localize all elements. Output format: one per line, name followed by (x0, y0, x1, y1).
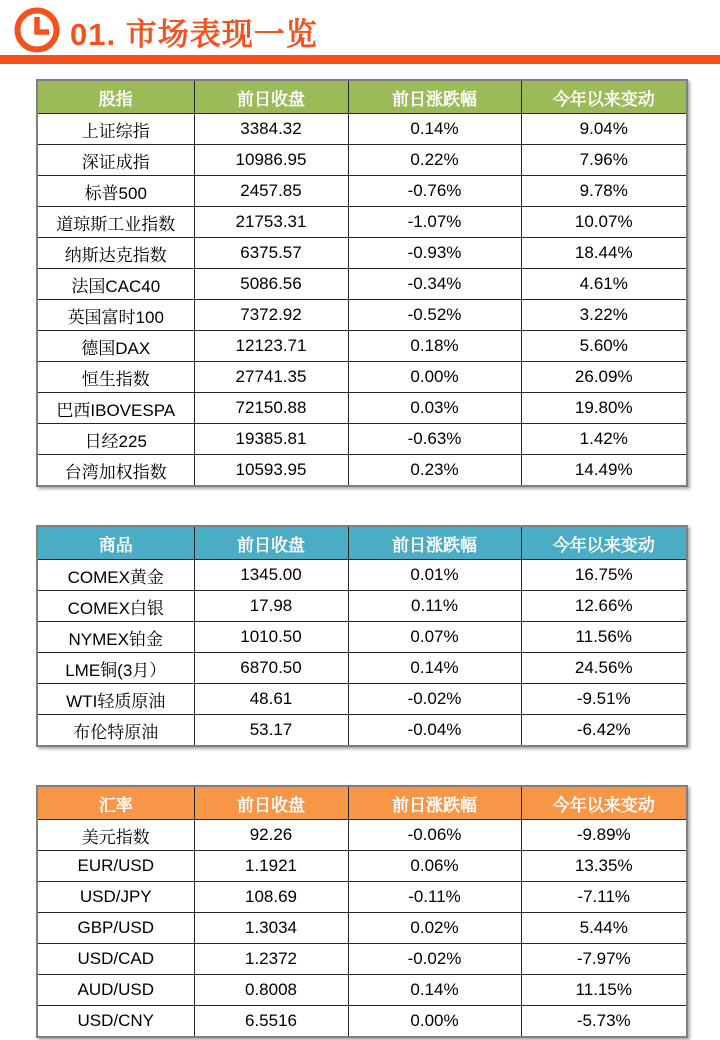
header-row (37, 526, 687, 560)
page-title: 01. 市场表现一览 (70, 17, 318, 52)
row-label: USD/JPY (37, 882, 194, 913)
prev-close-value: 92.26 (194, 820, 348, 851)
prev-close-value: 12123.71 (194, 331, 348, 362)
ytd-change-value: 4.61% (521, 269, 687, 300)
ytd-change-value: 5.44% (521, 913, 687, 944)
ytd-change-value: 26.09% (521, 362, 687, 393)
prev-close-value: 1.2372 (194, 944, 348, 975)
prev-close-value: 10593.95 (194, 455, 348, 487)
row-label: 德国DAX (37, 331, 194, 362)
row-label: NYMEX铂金 (37, 622, 194, 653)
ytd-change-value: 9.78% (521, 176, 687, 207)
daily-change-value: -0.11% (348, 882, 521, 913)
prev-close-value: 1.3034 (194, 913, 348, 944)
prev-close-value: 6375.57 (194, 238, 348, 269)
commodities-table-body (37, 560, 687, 747)
commodities-table (36, 525, 688, 747)
table-row (37, 145, 687, 176)
row-label: 台湾加权指数 (37, 455, 194, 487)
row-label: 日经225 (37, 424, 194, 455)
daily-change-value: 0.01% (348, 560, 521, 591)
daily-change-value: 0.14% (348, 114, 521, 145)
column-header-category: 股指 (37, 80, 194, 114)
tables-container (0, 79, 720, 1038)
daily-change-value: -0.52% (348, 300, 521, 331)
prev-close-value: 53.17 (194, 715, 348, 747)
row-label: GBP/USD (37, 913, 194, 944)
ytd-change-value: 3.22% (521, 300, 687, 331)
prev-close-value: 17.98 (194, 591, 348, 622)
table-row (37, 269, 687, 300)
daily-change-value: 0.22% (348, 145, 521, 176)
prev-close-value: 21753.31 (194, 207, 348, 238)
title-underline-bar (0, 55, 720, 64)
column-header-prev-close: 前日收盘 (194, 786, 348, 820)
prev-close-value: 6870.50 (194, 653, 348, 684)
table-row (37, 851, 687, 882)
table-row (37, 944, 687, 975)
column-header-prev-close: 前日收盘 (194, 80, 348, 114)
row-label: 上证综指 (37, 114, 194, 145)
prev-close-value: 1010.50 (194, 622, 348, 653)
table-row (37, 653, 687, 684)
column-header-daily-change: 前日涨跌幅 (348, 526, 521, 560)
column-header-category: 商品 (37, 526, 194, 560)
table-row (37, 591, 687, 622)
daily-change-value: -0.63% (348, 424, 521, 455)
daily-change-value: 0.14% (348, 653, 521, 684)
ytd-change-value: 13.35% (521, 851, 687, 882)
ytd-change-value: 24.56% (521, 653, 687, 684)
stock-indices-table-header (37, 80, 687, 114)
ytd-change-value: -9.51% (521, 684, 687, 715)
table-row (37, 715, 687, 747)
daily-change-value: 0.11% (348, 591, 521, 622)
prev-close-value: 3384.32 (194, 114, 348, 145)
table-row (37, 455, 687, 487)
table-row (37, 820, 687, 851)
row-label: 标普500 (37, 176, 194, 207)
daily-change-value: 0.02% (348, 913, 521, 944)
daily-change-value: 0.14% (348, 975, 521, 1006)
daily-change-value: 0.00% (348, 362, 521, 393)
daily-change-value: 0.07% (348, 622, 521, 653)
ytd-change-value: 16.75% (521, 560, 687, 591)
column-header-prev-close: 前日收盘 (194, 526, 348, 560)
table-row (37, 300, 687, 331)
row-label: 深证成指 (37, 145, 194, 176)
prev-close-value: 72150.88 (194, 393, 348, 424)
daily-change-value: -0.06% (348, 820, 521, 851)
table-row (37, 684, 687, 715)
daily-change-value: -1.07% (348, 207, 521, 238)
ytd-change-value: -5.73% (521, 1006, 687, 1038)
fx-rates-table-body (37, 820, 687, 1038)
prev-close-value: 1.1921 (194, 851, 348, 882)
clock-icon (13, 6, 61, 54)
table-row (37, 393, 687, 424)
column-header-ytd-change: 今年以来变动 (521, 80, 687, 114)
header-row (37, 786, 687, 820)
row-label: 道琼斯工业指数 (37, 207, 194, 238)
row-label: AUD/USD (37, 975, 194, 1006)
prev-close-value: 5086.56 (194, 269, 348, 300)
daily-change-value: 0.18% (348, 331, 521, 362)
prev-close-value: 48.61 (194, 684, 348, 715)
ytd-change-value: 11.15% (521, 975, 687, 1006)
ytd-change-value: -9.89% (521, 820, 687, 851)
table-row (37, 975, 687, 1006)
daily-change-value: -0.34% (348, 269, 521, 300)
ytd-change-value: 19.80% (521, 393, 687, 424)
row-label: WTI轻质原油 (37, 684, 194, 715)
prev-close-value: 7372.92 (194, 300, 348, 331)
row-label: 法国CAC40 (37, 269, 194, 300)
ytd-change-value: 5.60% (521, 331, 687, 362)
ytd-change-value: 1.42% (521, 424, 687, 455)
prev-close-value: 0.8008 (194, 975, 348, 1006)
column-header-daily-change: 前日涨跌幅 (348, 80, 521, 114)
daily-change-value: -0.04% (348, 715, 521, 747)
table-row (37, 913, 687, 944)
ytd-change-value: -7.11% (521, 882, 687, 913)
column-header-ytd-change: 今年以来变动 (521, 786, 687, 820)
table-row (37, 207, 687, 238)
prev-close-value: 6.5516 (194, 1006, 348, 1038)
ytd-change-value: 14.49% (521, 455, 687, 487)
table-row (37, 176, 687, 207)
stock-indices-table (36, 79, 688, 487)
row-label: COMEX黄金 (37, 560, 194, 591)
fx-rates-table (36, 785, 688, 1038)
stock-indices-table-body (37, 114, 687, 487)
ytd-change-value: 9.04% (521, 114, 687, 145)
row-label: 英国富时100 (37, 300, 194, 331)
daily-change-value: 0.06% (348, 851, 521, 882)
fx-rates-table-header (37, 786, 687, 820)
prev-close-value: 10986.95 (194, 145, 348, 176)
table-row (37, 560, 687, 591)
daily-change-value: -0.02% (348, 684, 521, 715)
ytd-change-value: 12.66% (521, 591, 687, 622)
table-row (37, 622, 687, 653)
ytd-change-value: 7.96% (521, 145, 687, 176)
row-label: 美元指数 (37, 820, 194, 851)
table-row (37, 882, 687, 913)
table-row (37, 331, 687, 362)
table-row (37, 1006, 687, 1038)
row-label: USD/CNY (37, 1006, 194, 1038)
daily-change-value: 0.23% (348, 455, 521, 487)
column-header-daily-change: 前日涨跌幅 (348, 786, 521, 820)
row-label: 恒生指数 (37, 362, 194, 393)
table-row (37, 238, 687, 269)
table-row (37, 362, 687, 393)
ytd-change-value: 18.44% (521, 238, 687, 269)
column-header-category: 汇率 (37, 786, 194, 820)
column-header-ytd-change: 今年以来变动 (521, 526, 687, 560)
ytd-change-value: -6.42% (521, 715, 687, 747)
ytd-change-value: -7.97% (521, 944, 687, 975)
row-label: 布伦特原油 (37, 715, 194, 747)
row-label: LME铜(3月） (37, 653, 194, 684)
row-label: EUR/USD (37, 851, 194, 882)
ytd-change-value: 11.56% (521, 622, 687, 653)
daily-change-value: -0.02% (348, 944, 521, 975)
prev-close-value: 27741.35 (194, 362, 348, 393)
prev-close-value: 1345.00 (194, 560, 348, 591)
row-label: 纳斯达克指数 (37, 238, 194, 269)
table-row (37, 424, 687, 455)
daily-change-value: 0.03% (348, 393, 521, 424)
row-label: USD/CAD (37, 944, 194, 975)
prev-close-value: 108.69 (194, 882, 348, 913)
ytd-change-value: 10.07% (521, 207, 687, 238)
daily-change-value: -0.76% (348, 176, 521, 207)
commodities-table-header (37, 526, 687, 560)
row-label: COMEX白银 (37, 591, 194, 622)
daily-change-value: 0.00% (348, 1006, 521, 1038)
prev-close-value: 19385.81 (194, 424, 348, 455)
header-row (37, 80, 687, 114)
table-row (37, 114, 687, 145)
daily-change-value: -0.93% (348, 238, 521, 269)
row-label: 巴西IBOVESPA (37, 393, 194, 424)
prev-close-value: 2457.85 (194, 176, 348, 207)
